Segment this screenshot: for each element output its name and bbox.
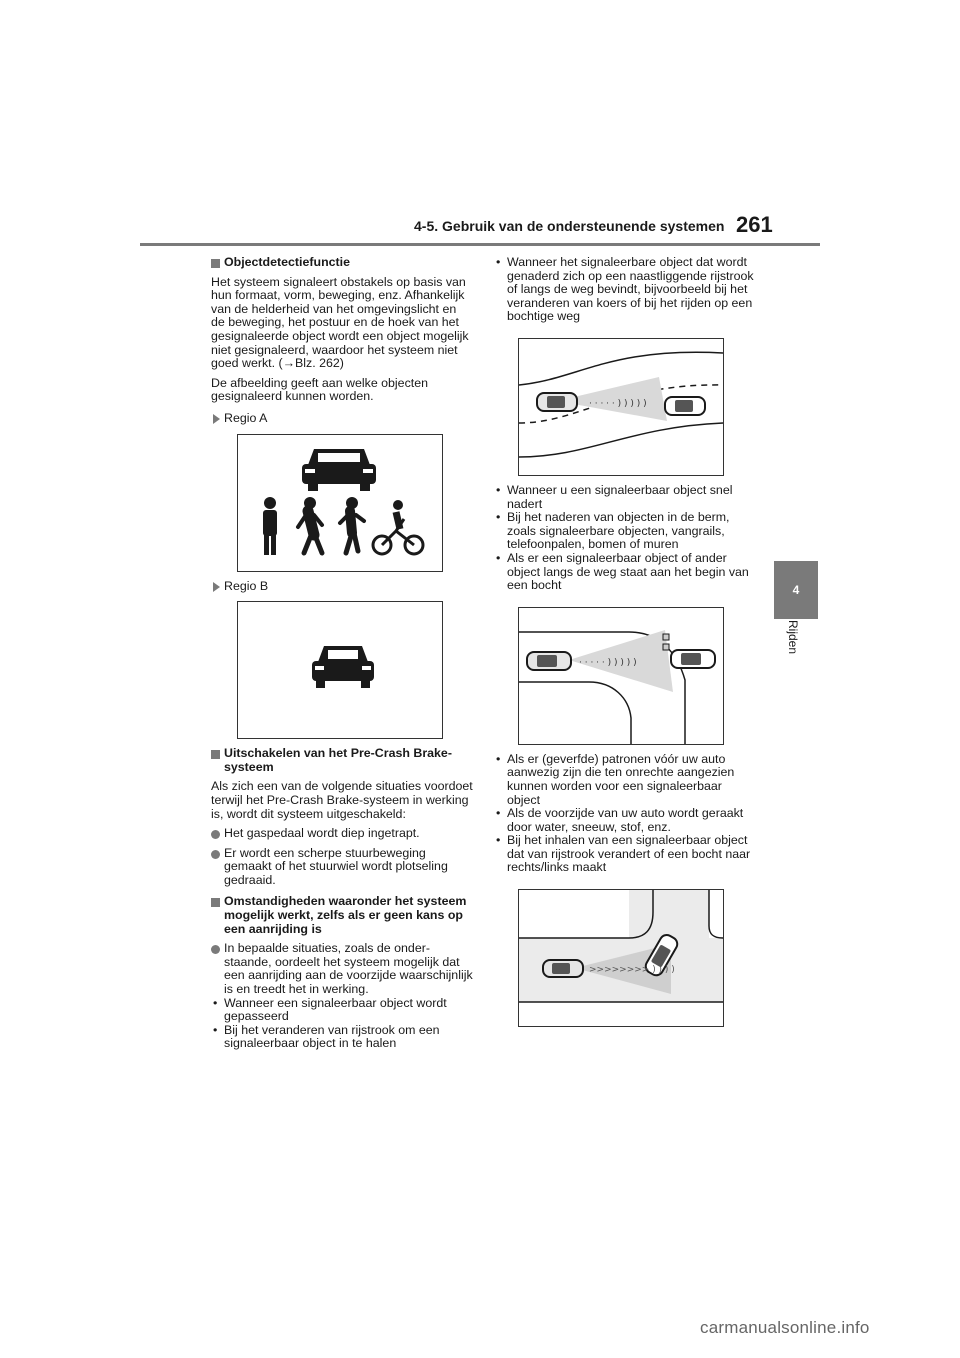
pedestrian-standing-icon [263,497,277,555]
bullet-item: • Wanneer u een signaleerbaar object snel nadert [494,484,756,511]
list-item: In bepaalde situaties, zoals de onderstaande, oordeelt het systeem mogelijk dat een aanrijding aan de voorzijde waarschijnlijk is en treedt het in werking. [211,942,473,996]
pedestrian-running-icon [340,497,364,553]
svg-text:>>>>>>>> ) ) ) ): >>>>>>>> ) ) ) ) [589,965,675,976]
figure-turning-car [518,889,724,1027]
chapter-tab: 4 [774,561,818,619]
roadside-car-icon [671,650,715,668]
car-front-icon [312,646,374,688]
figure-curved-road [518,338,724,476]
bullet-item: • Wanneer het signaleerbare object dat wordt genaderd zich op een naastliggende rijstrook of langs de weg bevindt, bijvoorbeeld bij het veranderen van koers of bij het rijden op een bochtige weg [494,256,756,324]
header-rule [140,243,820,246]
car-front-icon [302,449,376,491]
cyclist-icon [373,500,423,554]
chapter-label: Rijden [786,620,800,655]
bullet-item: • Bij het veranderen van rijstrook om een signaleerbaar object in te halen [211,1024,473,1051]
pedestrian-walking-icon [298,497,322,553]
paragraph: Het systeem signaleert obstakels op basis van hun formaat, vorm, beweging, enz. Afhankelijk van de helderheid van het omgevingslicht en de beweging, het postuur en de hoek van het gesignaleerde object wordt een object mogelijk niet gesignaleerd, waardoor het systeem niet goed werkt. (→Blz. 262) [211,274,469,371]
section-title-conditions: Omstandigheden waaronder het systeem mogelijk werkt, zelfs als er geen kans op een aanrijding is [211,895,473,936]
region-a-label: Regio A [211,412,473,426]
bullet-item: • Bij het naderen van objecten in de berm, zoals signaleerbare objecten, vangrails, telefoonpalen, bomen of muren [494,511,756,552]
own-car-icon [537,393,577,411]
svg-text:· · · · · ) ) ) ) ): · · · · · ) ) ) ) ) [589,398,647,409]
section-header: 4-5. Gebruik van de ondersteunende systemen [414,218,725,234]
watermark: carmanualsonline.info [700,1318,870,1337]
target-car-icon [665,397,705,415]
figure-bend [518,607,724,745]
figure-region-a [237,434,443,572]
right-column [494,256,756,1027]
region-b-label: Regio B [211,580,473,594]
section-title-object-detection: Objectdetectiefunctie [211,256,473,270]
own-car-icon [527,652,571,670]
list-item: Er wordt een scherpe stuurbeweging gemaakt of het stuurwiel wordt plotseling gedraaid. [211,847,473,888]
figure-region-b [237,601,443,739]
list-item: Het gaspedaal wordt diep ingetrapt. [211,827,473,841]
svg-text:· · · · · ) ) ) ) ): · · · · · ) ) ) ) ) [579,657,637,668]
own-car-icon [543,960,583,977]
bullet-item: • Bij het inhalen van een signaleerbaar object dat van rijstrook verandert of een bocht naar rechts/links maakt [494,834,756,875]
bullet-item: • Wanneer een signaleerbaar object wordt gepasseerd [211,997,473,1024]
paragraph: De afbeelding geeft aan welke objecten gesignaleerd kunnen worden. [211,375,428,404]
bullet-item: • Als de voorzijde van uw auto wordt geraakt door water, sneeuw, stof, enz. [494,807,756,834]
page-number: 261 [736,212,773,237]
paragraph: Als zich een van de volgende situaties voordoet terwijl het Pre-Crash Brake-systeem in werking is, wordt dit systeem uitgeschakeld: [211,779,473,821]
left-column [211,256,473,1051]
bullet-item: • Als er (geverfde) patronen vóór uw auto aanwezig zijn die ten onrechte aangezien kunnen worden voor een signaleerbaar object [494,753,756,807]
section-title-disable: Uitschakelen van het Pre-Crash Brake-systeem [211,747,473,774]
bullet-item: • Als er een signaleerbaar object of ander object langs de weg staat aan het begin van een bocht [494,552,756,593]
